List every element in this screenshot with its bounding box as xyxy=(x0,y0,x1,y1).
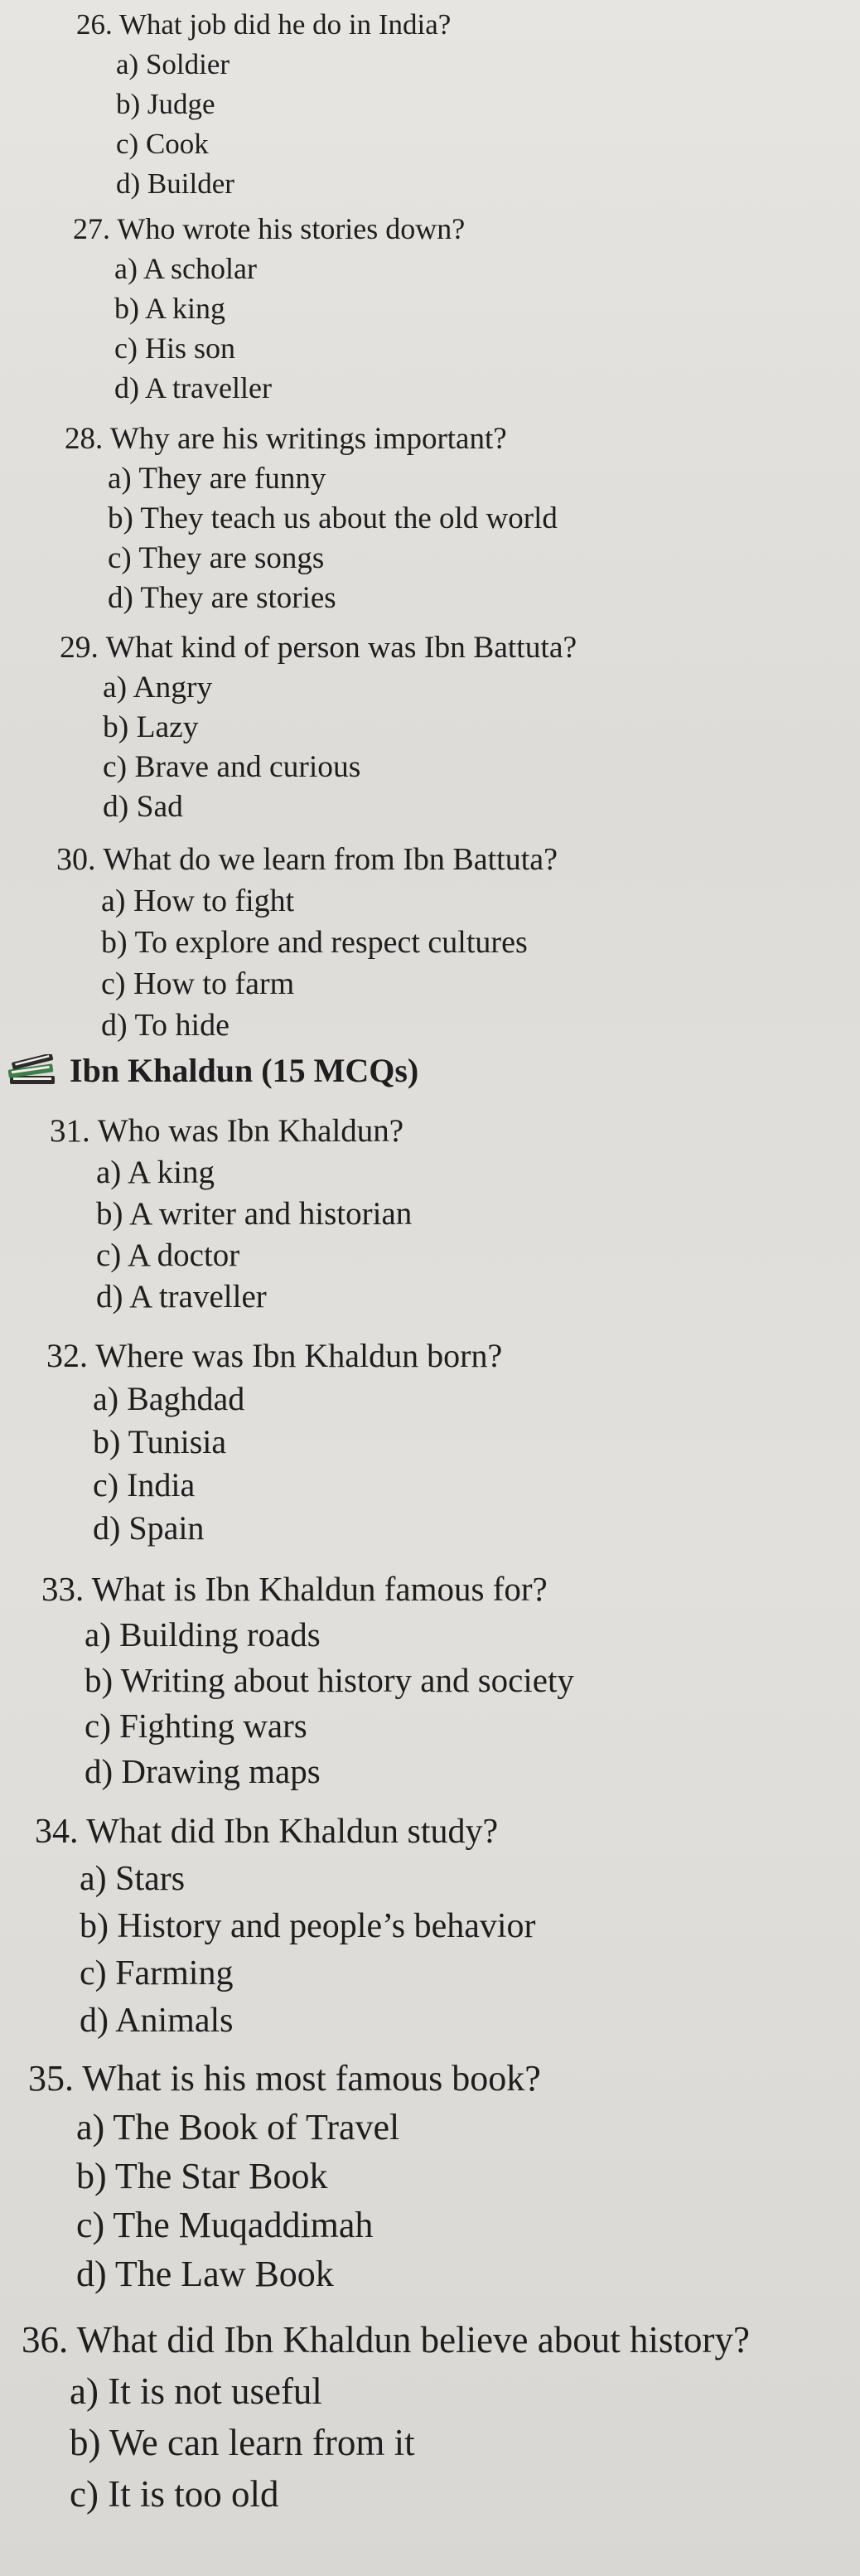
question-stem: 30. What do we learn from Ibn Battuta? xyxy=(56,842,558,877)
option-b: b) To explore and respect cultures xyxy=(101,925,528,960)
option-a: a) They are funny xyxy=(108,462,326,496)
option-d: d) Sad xyxy=(103,790,183,824)
question-stem: 33. What is Ibn Khaldun famous for? xyxy=(41,1570,548,1608)
option-b: b) We can learn from it xyxy=(70,2422,415,2463)
option-c: c) They are songs xyxy=(108,541,325,575)
option-c: c) Brave and curious xyxy=(103,750,361,784)
option-b: b) Lazy xyxy=(103,710,199,744)
option-b: b) Writing about history and society xyxy=(85,1661,574,1699)
option-b: b) Tunisia xyxy=(93,1423,227,1460)
option-a: a) A king xyxy=(96,1155,215,1190)
question-31 xyxy=(50,1111,412,1318)
question-36 xyxy=(22,2314,750,2520)
option-c: c) It is too old xyxy=(70,2473,279,2515)
question-33 xyxy=(41,1566,574,1794)
option-d: d) Animals xyxy=(80,2002,234,2040)
question-32 xyxy=(46,1334,502,1550)
books-icon xyxy=(7,1054,58,1087)
question-stem: 35. What is his most famous book? xyxy=(28,2058,541,2099)
question-28 xyxy=(65,419,558,618)
option-b: b) They teach us about the old world xyxy=(108,501,558,535)
option-b: b) Judge xyxy=(116,88,215,120)
option-d: d) Builder xyxy=(116,167,234,200)
question-stem: 27. Who wrote his stories down? xyxy=(73,212,466,245)
option-c: c) How to farm xyxy=(101,966,295,1001)
option-a: a) A scholar xyxy=(114,252,257,285)
question-stem: 32. Where was Ibn Khaldun born? xyxy=(46,1337,503,1374)
option-b: b) A writer and historian xyxy=(96,1196,413,1232)
option-a: a) The Book of Travel xyxy=(76,2107,400,2147)
option-c: c) A doctor xyxy=(96,1237,240,1273)
option-c: c) Fighting wars xyxy=(85,1707,307,1745)
option-a: a) Building roads xyxy=(85,1615,321,1654)
question-26 xyxy=(76,5,451,204)
question-30 xyxy=(56,839,558,1046)
option-d: d) The Law Book xyxy=(76,2254,334,2294)
option-c: c) The Muqaddimah xyxy=(76,2205,374,2245)
question-stem: 28. Why are his writings important? xyxy=(65,422,507,456)
option-c: c) His son xyxy=(114,332,235,365)
question-27 xyxy=(73,209,465,408)
section-title: Ibn Khaldun (15 MCQs) xyxy=(70,1052,419,1089)
option-a: a) Stars xyxy=(80,1860,186,1898)
option-a: a) How to fight xyxy=(101,884,295,918)
option-b: b) History and people’s behavior xyxy=(80,1907,536,1945)
question-34 xyxy=(35,1809,536,2045)
question-35 xyxy=(28,2054,541,2298)
option-d: d) To hide xyxy=(101,1008,229,1043)
option-a: a) Soldier xyxy=(116,48,230,80)
option-c: c) Farming xyxy=(80,1954,234,1993)
option-b: b) The Star Book xyxy=(76,2156,328,2196)
section-heading-ibn-khaldun xyxy=(7,1051,418,1090)
option-d: d) Drawing maps xyxy=(85,1752,321,1790)
question-stem: 34. What did Ibn Khaldun study? xyxy=(35,1813,499,1851)
option-a: a) Angry xyxy=(103,671,213,705)
option-a: a) Baghdad xyxy=(93,1380,245,1417)
question-stem: 36. What did Ibn Khaldun believe about history? xyxy=(22,2319,750,2361)
option-d: d) A traveller xyxy=(114,371,272,404)
option-d: d) Spain xyxy=(93,1509,205,1547)
question-stem: 31. Who was Ibn Khaldun? xyxy=(50,1113,404,1149)
option-c: c) Cook xyxy=(116,128,209,160)
question-stem: 29. What kind of person was Ibn Battuta? xyxy=(60,631,577,665)
option-a: a) It is not useful xyxy=(70,2370,322,2412)
option-c: c) India xyxy=(93,1466,196,1503)
option-d: d) A traveller xyxy=(96,1279,267,1315)
question-stem: 26. What job did he do in India? xyxy=(76,8,452,41)
question-29 xyxy=(60,628,577,827)
option-d: d) They are stories xyxy=(108,581,336,615)
option-b: b) A king xyxy=(114,292,226,325)
